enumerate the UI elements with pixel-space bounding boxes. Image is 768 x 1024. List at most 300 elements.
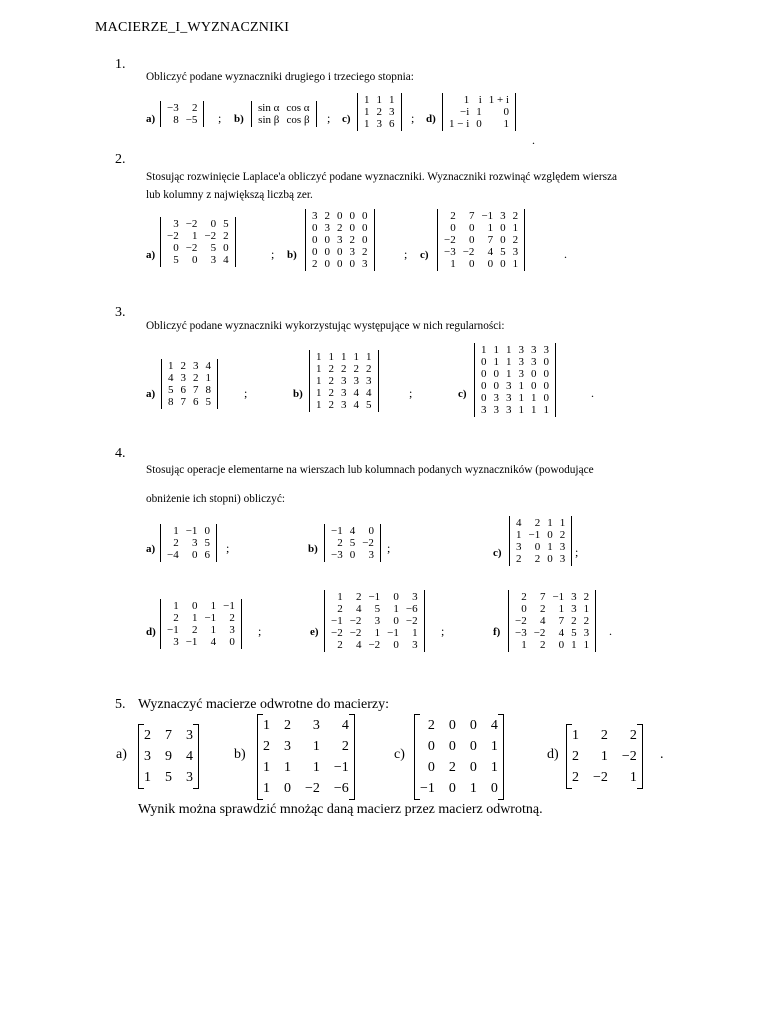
matrix-cell: 1 (487, 222, 494, 234)
matrix-cell: 0 (337, 210, 343, 222)
matrix-cell: −1 (420, 781, 435, 796)
matrix-cell: 3 (518, 368, 524, 380)
matrix-cell: 2 (572, 749, 579, 764)
section-3-text: Obliczyć podane wyznaczniki wykorzystując występujące w nich regularności: (146, 320, 505, 332)
s4-label-f: f) (493, 626, 501, 638)
matrix-cell: −2 (349, 627, 362, 639)
s4-det-d (160, 599, 242, 649)
matrix-cell: 3 (531, 356, 537, 368)
matrix-cell: 2 (366, 363, 372, 375)
matrix-cell: 0 (543, 392, 549, 404)
matrix-cell: −2 (167, 230, 179, 242)
s1-label-c: c) (342, 113, 351, 125)
s2-sep-a: ; (271, 247, 275, 261)
section-5-text: Wyznaczyć macierze odwrotne do macierzy: (138, 697, 390, 712)
matrix-cell: 4 (341, 718, 349, 733)
matrix-cell: 0 (337, 258, 343, 270)
matrix-cell: 3 (353, 375, 359, 387)
matrix-cell: 1 (493, 356, 499, 368)
matrix-cell: 0 (312, 234, 318, 246)
matrix-cell: 0 (349, 210, 355, 222)
matrix-cell: 0 (448, 781, 456, 796)
matrix-cell: −1 (185, 525, 198, 537)
matrix-cell: 3 (337, 234, 343, 246)
matrix-cell: 0 (448, 718, 456, 733)
matrix-cell: 1 (518, 404, 524, 416)
section-4-text-line2: obniżenie ich stopni) obliczyć: (146, 493, 285, 505)
matrix-cell: 0 (450, 222, 456, 234)
section-5-footer: Wynik można sprawdzić mnożąc daną macierz przez macierz odwrotną. (138, 802, 543, 817)
s2-label-c: c) (420, 249, 429, 261)
matrix-cell: 3 (144, 749, 151, 764)
section-1-text: Obliczyć podane wyznaczniki drugiego i trzeciego stopnia: (146, 71, 414, 83)
matrix-grid (168, 360, 211, 408)
s5-matrix-a (138, 724, 199, 789)
matrix-cell: −2 (515, 615, 527, 627)
matrix-cell: 3 (531, 344, 537, 356)
matrix-cell: 0 (487, 258, 494, 270)
matrix-cell: 0 (469, 718, 477, 733)
matrix-cell: 1 (328, 351, 334, 363)
matrix-cell: 2 (337, 639, 343, 651)
matrix-cell: −2 (185, 242, 198, 254)
matrix-cell: 0 (362, 210, 368, 222)
matrix-cell: 6 (180, 384, 186, 396)
matrix-cell: 2 (324, 210, 330, 222)
matrix-cell: −1 (331, 615, 343, 627)
matrix-cell: 4 (558, 627, 565, 639)
matrix-cell: 4 (353, 387, 359, 399)
matrix-cell: 2 (534, 517, 541, 529)
matrix-cell: 2 (337, 222, 343, 234)
matrix-cell: −2 (185, 218, 198, 230)
s5-label-d: d) (547, 747, 559, 762)
matrix-cell: 2 (328, 399, 334, 411)
matrix-cell: cos α (286, 102, 310, 114)
matrix-cell: 3 (506, 404, 512, 416)
matrix-cell: 2 (341, 739, 349, 754)
matrix-cell: 3 (229, 624, 235, 636)
matrix-cell: 0 (500, 234, 506, 246)
matrix-cell: 1 (531, 404, 537, 416)
matrix-cell: 1 (512, 222, 519, 234)
matrix-cell: 4 (516, 517, 522, 529)
matrix-cell: 5 (173, 254, 179, 266)
matrix-cell: 3 (193, 360, 199, 372)
matrix-cell: 0 (481, 392, 487, 404)
matrix-cell: 1 (558, 603, 565, 615)
matrix-cell: 6 (193, 396, 199, 408)
matrix-cell: 2 (376, 106, 382, 118)
matrix-cell: 0 (521, 603, 527, 615)
matrix-cell: 1 (503, 118, 510, 130)
matrix-cell: 0 (173, 242, 179, 254)
matrix-cell: 7 (193, 384, 199, 396)
matrix-cell: −1 (481, 210, 494, 222)
matrix-cell: 0 (349, 222, 355, 234)
matrix-cell: 0 (393, 639, 399, 651)
matrix-cell: −1 (368, 591, 381, 603)
matrix-cell: 3 (366, 375, 372, 387)
matrix-cell: 1 (353, 351, 359, 363)
section-2-text-line1: Stosując rozwinięcie Laplace'a obliczyć podane wyznaczniki. Wyznaczniki rozwinąć względem wiersza (146, 171, 618, 183)
matrix-cell: −3 (515, 627, 527, 639)
matrix-cell: 2 (559, 529, 566, 541)
matrix-cell: 1 (316, 351, 322, 363)
s4-sep-d: ; (258, 624, 262, 638)
matrix-cell: 1 (168, 360, 174, 372)
matrix-cell: 7 (180, 396, 186, 408)
matrix-cell: 1 (559, 517, 566, 529)
matrix-cell: 5 (349, 537, 356, 549)
matrix-grid (167, 600, 235, 648)
matrix-grid (481, 344, 549, 416)
matrix-cell: 3 (512, 246, 519, 258)
matrix-grid (167, 525, 210, 561)
matrix-cell: 4 (366, 387, 372, 399)
s5-label-c: c) (394, 747, 405, 762)
matrix-grid (331, 591, 418, 651)
matrix-cell: 2 (353, 363, 359, 375)
matrix-cell: 2 (355, 591, 362, 603)
s4-det-a (160, 524, 217, 562)
s3-label-b: b) (293, 388, 303, 400)
s1-end-dot: . (532, 133, 535, 147)
matrix-cell: 0 (534, 541, 541, 553)
matrix-cell: 3 (210, 254, 217, 266)
matrix-cell: 1 (284, 760, 291, 775)
matrix-cell: 1 (469, 781, 477, 796)
s2-sep-b: ; (404, 247, 408, 261)
s1-label-b: b) (234, 113, 244, 125)
matrix-cell: 0 (312, 222, 318, 234)
matrix-cell: 2 (450, 210, 456, 222)
matrix-cell: 3 (389, 106, 395, 118)
matrix-cell: 7 (539, 591, 546, 603)
matrix-cell: 1 (518, 380, 524, 392)
matrix-cell: −2 (405, 615, 418, 627)
matrix-cell: −2 (368, 639, 381, 651)
matrix-cell: 2 (583, 591, 590, 603)
matrix-cell: 1 (512, 258, 519, 270)
matrix-cell: i (478, 94, 482, 106)
matrix-cell: 1 (364, 106, 370, 118)
matrix-cell: 0 (427, 739, 435, 754)
matrix-cell: 2 (191, 102, 198, 114)
matrix-cell: 2 (539, 603, 546, 615)
matrix-cell: −1 (528, 529, 541, 541)
matrix-grid (515, 591, 589, 651)
s5-matrix-d (566, 724, 643, 789)
matrix-cell: 3 (341, 399, 347, 411)
matrix-cell: −1 (185, 636, 198, 648)
matrix-cell: 5 (366, 399, 372, 411)
s1-det-a (160, 101, 204, 127)
matrix-cell: 8 (168, 396, 174, 408)
matrix-cell: 1 (481, 344, 487, 356)
matrix-cell: −1 (167, 624, 179, 636)
matrix-cell: 2 (521, 591, 527, 603)
matrix-cell: 0 (490, 781, 498, 796)
matrix-cell: 4 (490, 718, 498, 733)
matrix-cell: 1 (518, 392, 524, 404)
s4-sep-e: ; (441, 624, 445, 638)
matrix-cell: 1 (316, 399, 322, 411)
page-title: MACIERZE_I_WYZNACZNIKI (95, 20, 290, 35)
s2-det-c (437, 209, 525, 271)
matrix-cell: −2 (621, 749, 637, 764)
matrix-cell: 0 (493, 368, 499, 380)
s3-label-a: a) (146, 388, 156, 400)
section-1-number: 1. (115, 57, 126, 72)
matrix-cell: 2 (572, 770, 579, 785)
matrix-cell: 1 (490, 739, 498, 754)
matrix-cell: 2 (180, 360, 186, 372)
matrix-cell: −5 (185, 114, 198, 126)
matrix-cell: −2 (349, 615, 362, 627)
matrix-cell: 1 (364, 94, 370, 106)
matrix-cell: 3 (186, 770, 193, 785)
matrix-cell: 3 (341, 375, 347, 387)
matrix-cell: 0 (362, 234, 368, 246)
matrix-cell: 0 (503, 106, 510, 118)
matrix-cell: 2 (229, 612, 235, 624)
matrix-cell: −1 (223, 600, 235, 612)
matrix-cell: 5 (204, 537, 210, 549)
matrix-cell: 3 (341, 387, 347, 399)
matrix-cell: 2 (512, 234, 519, 246)
matrix-grid (444, 210, 518, 270)
matrix-cell: 1 (210, 624, 217, 636)
matrix-cell: 1 (493, 344, 499, 356)
s1-label-a: a) (146, 113, 156, 125)
matrix-cell: 2 (284, 718, 291, 733)
matrix-cell: 1 (316, 375, 322, 387)
s1-det-b (251, 101, 317, 127)
s4-det-e (324, 590, 425, 652)
matrix-grid (258, 102, 310, 126)
matrix-cell: 0 (229, 636, 235, 648)
matrix-cell: 3 (374, 615, 381, 627)
matrix-cell: 3 (173, 218, 179, 230)
matrix-cell: 0 (393, 615, 399, 627)
matrix-cell: 0 (337, 246, 343, 258)
matrix-grid (167, 102, 197, 126)
matrix-cell: 0 (481, 380, 487, 392)
matrix-cell: 1 (506, 368, 512, 380)
matrix-cell: 1 (376, 94, 382, 106)
matrix-cell: −2 (362, 537, 374, 549)
matrix-cell: 1 (572, 728, 579, 743)
s4-sep-c: ; (575, 545, 579, 559)
matrix-cell: 1 (312, 760, 320, 775)
matrix-cell: −2 (204, 230, 217, 242)
matrix-cell: −1 (331, 525, 343, 537)
matrix-cell: 5 (571, 627, 577, 639)
matrix-grid (312, 210, 368, 270)
matrix-cell: 0 (468, 222, 475, 234)
s4-label-c: c) (493, 547, 502, 559)
matrix-cell: 1 (531, 392, 537, 404)
matrix-cell: 5 (223, 218, 229, 230)
matrix-cell: 1 (337, 591, 343, 603)
matrix-cell: 2 (223, 230, 229, 242)
s1-sep-c: ; (411, 111, 415, 125)
matrix-grid (167, 218, 229, 266)
matrix-cell: −2 (305, 781, 320, 796)
matrix-cell: 1 (263, 760, 270, 775)
matrix-cell: 2 (328, 387, 334, 399)
matrix-cell: 0 (547, 529, 553, 541)
matrix-cell: 0 (543, 356, 549, 368)
s5-matrix-b (257, 714, 355, 800)
matrix-cell: 0 (531, 380, 537, 392)
matrix-cell: 3 (312, 718, 320, 733)
matrix-cell: 0 (543, 380, 549, 392)
matrix-grid (420, 715, 498, 799)
matrix-cell: 0 (469, 739, 477, 754)
matrix-cell: 5 (168, 384, 174, 396)
matrix-cell: −i (460, 106, 470, 118)
matrix-cell: 2 (539, 639, 546, 651)
matrix-cell: 3 (583, 627, 590, 639)
s3-det-c (474, 343, 556, 417)
matrix-cell: 2 (328, 363, 334, 375)
matrix-cell: −3 (331, 549, 343, 561)
matrix-cell: 3 (571, 591, 577, 603)
matrix-cell: −3 (167, 102, 179, 114)
matrix-cell: 3 (543, 344, 549, 356)
matrix-cell: 0 (393, 591, 399, 603)
matrix-cell: 2 (583, 615, 590, 627)
matrix-cell: 1 (205, 372, 211, 384)
matrix-cell: 1 (463, 94, 470, 106)
matrix-cell: 0 (324, 234, 330, 246)
matrix-cell: 0 (324, 258, 330, 270)
s3-label-c: c) (458, 388, 467, 400)
matrix-grid (572, 725, 637, 788)
matrix-cell: 3 (368, 549, 374, 561)
matrix-cell: 2 (362, 246, 368, 258)
section-3-number: 3. (115, 305, 126, 320)
matrix-cell: 1 (547, 517, 553, 529)
matrix-cell: 1 (389, 94, 395, 106)
matrix-cell: 0 (476, 118, 482, 130)
matrix-cell: 0 (468, 234, 475, 246)
matrix-cell: 0 (324, 246, 330, 258)
matrix-cell: 2 (337, 537, 343, 549)
matrix-cell: 2 (427, 718, 435, 733)
s3-det-b (309, 350, 379, 412)
matrix-cell: 4 (539, 615, 546, 627)
matrix-cell: 2 (173, 537, 179, 549)
matrix-cell: 3 (312, 210, 318, 222)
matrix-cell: 6 (204, 549, 210, 561)
matrix-cell: 1 (543, 404, 549, 416)
matrix-cell: 1 (316, 387, 322, 399)
s4-det-c (509, 516, 572, 566)
matrix-cell: 1 (191, 612, 198, 624)
s4-label-a: a) (146, 543, 156, 555)
matrix-cell: 1 (263, 718, 270, 733)
s4-label-e: e) (310, 626, 319, 638)
matrix-cell: −2 (331, 627, 343, 639)
matrix-cell: 1 (516, 529, 522, 541)
matrix-cell: sin α (258, 102, 280, 114)
matrix-cell: 4 (205, 360, 211, 372)
matrix-cell: −2 (462, 246, 475, 258)
s2-label-b: b) (287, 249, 297, 261)
matrix-cell: −3 (444, 246, 456, 258)
matrix-cell: 2 (629, 728, 637, 743)
matrix-grid (144, 725, 193, 788)
matrix-cell: cos β (286, 114, 310, 126)
matrix-cell: 3 (186, 728, 193, 743)
matrix-cell: 1 (450, 258, 456, 270)
matrix-cell: 3 (349, 246, 355, 258)
matrix-cell: 3 (518, 356, 524, 368)
matrix-cell: 2 (512, 210, 519, 222)
matrix-cell: 2 (600, 728, 608, 743)
matrix-cell: 4 (355, 639, 362, 651)
matrix-cell: 0 (362, 222, 368, 234)
s1-sep-b: ; (327, 111, 331, 125)
matrix-cell: 1 (316, 363, 322, 375)
matrix-cell: 4 (223, 254, 229, 266)
matrix-cell: 4 (349, 525, 356, 537)
s2-end-dot: . (564, 247, 567, 261)
s3-end-dot: . (591, 386, 594, 400)
matrix-cell: 1 (393, 603, 399, 615)
matrix-cell: 1 (312, 739, 320, 754)
matrix-cell: 1 (629, 770, 637, 785)
matrix-cell: 1 (374, 627, 381, 639)
matrix-grid (449, 94, 509, 130)
s3-sep-b: ; (409, 386, 413, 400)
matrix-cell: 1 (412, 627, 418, 639)
matrix-cell: 2 (144, 728, 151, 743)
matrix-cell: 0 (427, 760, 435, 775)
matrix-cell: 0 (543, 368, 549, 380)
matrix-cell: 4 (355, 603, 362, 615)
matrix-cell: 0 (191, 549, 198, 561)
s5-label-a: a) (116, 747, 127, 762)
section-4-text-line1: Stosując operacje elementarne na wierszach lub kolumnach podanych wyznaczników (powodujące (146, 464, 594, 476)
matrix-cell: 1 (583, 639, 590, 651)
matrix-cell: 2 (193, 372, 199, 384)
matrix-cell: 0 (468, 258, 475, 270)
matrix-cell: 0 (469, 760, 477, 775)
matrix-cell: 0 (210, 218, 217, 230)
matrix-cell: 3 (506, 380, 512, 392)
matrix-cell: 1 − i (449, 118, 470, 130)
matrix-cell: 1 (506, 344, 512, 356)
matrix-cell: 8 (205, 384, 211, 396)
matrix-cell: 5 (205, 396, 211, 408)
matrix-cell: 0 (500, 258, 506, 270)
matrix-cell: 1 (144, 770, 151, 785)
matrix-cell: 3 (493, 392, 499, 404)
matrix-cell: 7 (468, 210, 475, 222)
matrix-cell: 2 (328, 375, 334, 387)
matrix-cell: 0 (223, 242, 229, 254)
section-2-number: 2. (115, 152, 126, 167)
matrix-cell: 3 (481, 404, 487, 416)
matrix-cell: 2 (312, 258, 318, 270)
matrix-cell: 3 (571, 603, 577, 615)
matrix-cell: 1 (210, 600, 217, 612)
matrix-cell: 2 (448, 760, 456, 775)
